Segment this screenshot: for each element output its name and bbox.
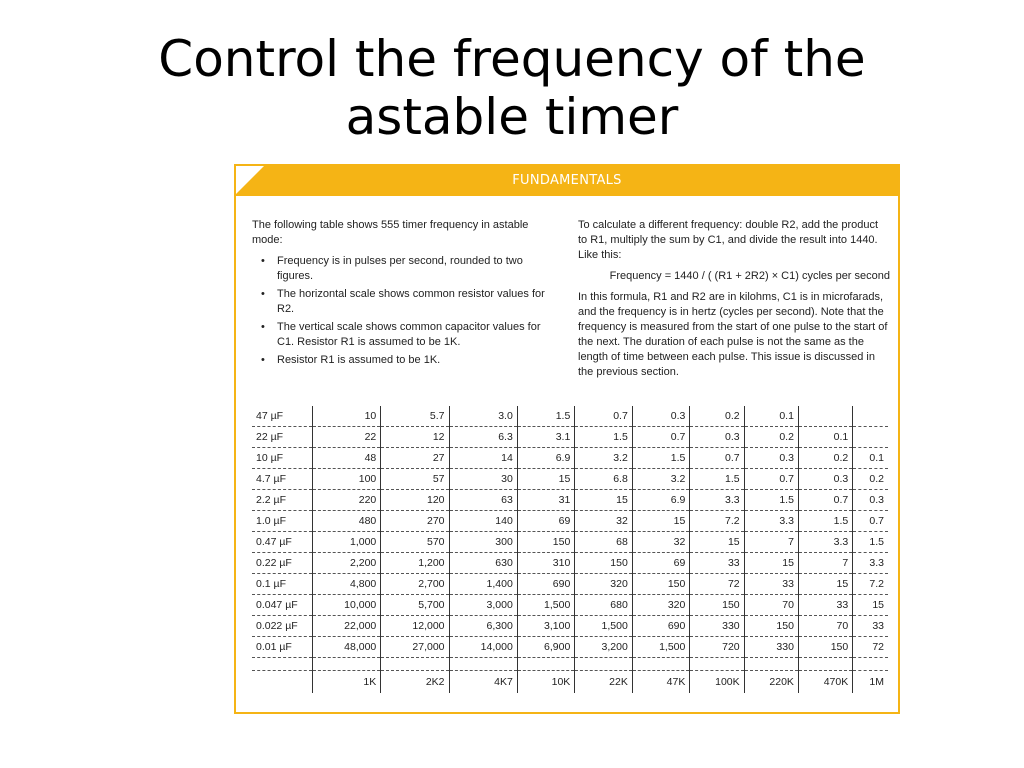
frequency-cell: 1,500 bbox=[517, 595, 575, 616]
frequency-cell: 30 bbox=[449, 469, 517, 490]
frequency-cell: 14,000 bbox=[449, 637, 517, 658]
frequency-cell: 0.1 bbox=[853, 448, 888, 469]
frequency-cell: 310 bbox=[517, 553, 575, 574]
frequency-cell: 3.3 bbox=[690, 490, 744, 511]
frequency-cell: 0.3 bbox=[690, 427, 744, 448]
frequency-cell: 4,800 bbox=[313, 574, 381, 595]
frequency-cell: 1.5 bbox=[632, 448, 690, 469]
calc-instructions: To calculate a different frequency: double R2, add the product to R1, multiply the sum by C1, and divide the result into 1440. Like this: bbox=[578, 219, 879, 261]
frequency-cell: 3,200 bbox=[575, 637, 633, 658]
frequency-cell: 70 bbox=[744, 595, 798, 616]
frequency-cell: 0.7 bbox=[744, 469, 798, 490]
table-row bbox=[252, 469, 888, 490]
resistor-header-row bbox=[252, 671, 888, 694]
capacitor-label: 0.22 µF bbox=[252, 553, 313, 574]
frequency-cell bbox=[853, 406, 888, 427]
frequency-cell bbox=[798, 406, 852, 427]
frequency-cell: 5,700 bbox=[381, 595, 449, 616]
bullet-item: • Resistor R1 is assumed to be 1K. bbox=[252, 353, 552, 368]
frequency-cell: 7.2 bbox=[690, 511, 744, 532]
capacitor-label: 47 µF bbox=[252, 406, 313, 427]
capacitor-label: 0.01 µF bbox=[252, 637, 313, 658]
frequency-cell: 1.5 bbox=[690, 469, 744, 490]
bullet-item: • The vertical scale shows common capacitor values for C1. Resistor R1 is assumed to be 1K. bbox=[252, 320, 552, 350]
frequency-cell: 0.1 bbox=[744, 406, 798, 427]
frequency-cell: 1,500 bbox=[575, 616, 633, 637]
frequency-cell: 330 bbox=[744, 637, 798, 658]
frequency-cell: 1.5 bbox=[744, 490, 798, 511]
frequency-formula: Frequency = 1440 / ( (R1 + 2R2) × C1) cycles per second bbox=[609, 270, 890, 282]
slide-title bbox=[0, 30, 1024, 146]
fundamentals-panel bbox=[234, 164, 900, 714]
spacer-cell bbox=[381, 658, 449, 671]
right-column bbox=[578, 218, 890, 380]
capacitor-label: 22 µF bbox=[252, 427, 313, 448]
frequency-cell: 15 bbox=[517, 469, 575, 490]
frequency-cell: 150 bbox=[690, 595, 744, 616]
frequency-cell: 3.0 bbox=[449, 406, 517, 427]
frequency-cell: 0.7 bbox=[853, 511, 888, 532]
slide-title-line1: Control the frequency of the bbox=[158, 30, 866, 88]
frequency-cell: 320 bbox=[575, 574, 633, 595]
frequency-cell: 6.3 bbox=[449, 427, 517, 448]
left-column bbox=[252, 218, 552, 371]
frequency-cell: 7 bbox=[744, 532, 798, 553]
frequency-cell: 32 bbox=[632, 532, 690, 553]
frequency-cell: 10 bbox=[313, 406, 381, 427]
panel-label: FUNDAMENTALS bbox=[512, 173, 622, 188]
frequency-cell: 0.3 bbox=[798, 469, 852, 490]
resistor-label: 1K bbox=[313, 671, 381, 694]
spacer-cell bbox=[575, 658, 633, 671]
frequency-cell: 48 bbox=[313, 448, 381, 469]
frequency-cell: 3.3 bbox=[744, 511, 798, 532]
capacitor-label: 0.1 µF bbox=[252, 574, 313, 595]
resistor-label: 220K bbox=[744, 671, 798, 694]
capacitor-label: 10 µF bbox=[252, 448, 313, 469]
frequency-cell: 3.3 bbox=[853, 553, 888, 574]
frequency-cell: 6.9 bbox=[632, 490, 690, 511]
frequency-cell: 6.8 bbox=[575, 469, 633, 490]
frequency-cell: 570 bbox=[381, 532, 449, 553]
frequency-cell: 1.5 bbox=[575, 427, 633, 448]
frequency-cell: 0.7 bbox=[690, 448, 744, 469]
frequency-cell: 1.5 bbox=[798, 511, 852, 532]
spacer-cell bbox=[744, 658, 798, 671]
spacer-cell bbox=[252, 658, 313, 671]
frequency-cell: 15 bbox=[798, 574, 852, 595]
frequency-cell: 1,200 bbox=[381, 553, 449, 574]
frequency-cell: 3.2 bbox=[575, 448, 633, 469]
frequency-cell: 0.3 bbox=[632, 406, 690, 427]
frequency-cell: 15 bbox=[744, 553, 798, 574]
frequency-cell: 32 bbox=[575, 511, 633, 532]
frequency-cell: 3.3 bbox=[798, 532, 852, 553]
frequency-cell: 3.2 bbox=[632, 469, 690, 490]
frequency-cell: 68 bbox=[575, 532, 633, 553]
bullet-item: • The horizontal scale shows common resistor values for R2. bbox=[252, 287, 552, 317]
frequency-cell: 1,000 bbox=[313, 532, 381, 553]
frequency-cell: 150 bbox=[798, 637, 852, 658]
table-row bbox=[252, 448, 888, 469]
frequency-cell: 1.5 bbox=[517, 406, 575, 427]
frequency-cell: 150 bbox=[632, 574, 690, 595]
frequency-cell: 15 bbox=[575, 490, 633, 511]
spacer-cell bbox=[690, 658, 744, 671]
frequency-cell: 48,000 bbox=[313, 637, 381, 658]
frequency-cell: 0.3 bbox=[853, 490, 888, 511]
frequency-cell: 2,200 bbox=[313, 553, 381, 574]
frequency-cell: 6.9 bbox=[517, 448, 575, 469]
table-row bbox=[252, 427, 888, 448]
table-row bbox=[252, 532, 888, 553]
resistor-label: 100K bbox=[690, 671, 744, 694]
frequency-cell: 320 bbox=[632, 595, 690, 616]
resistor-label: 10K bbox=[517, 671, 575, 694]
frequency-cell: 2,700 bbox=[381, 574, 449, 595]
frequency-cell: 22 bbox=[313, 427, 381, 448]
frequency-cell: 330 bbox=[690, 616, 744, 637]
table-row bbox=[252, 511, 888, 532]
frequency-cell: 27,000 bbox=[381, 637, 449, 658]
frequency-cell: 3,000 bbox=[449, 595, 517, 616]
frequency-cell: 1,500 bbox=[632, 637, 690, 658]
table-row bbox=[252, 616, 888, 637]
resistor-label: 470K bbox=[798, 671, 852, 694]
table-spacer-row bbox=[252, 658, 888, 671]
frequency-cell bbox=[853, 427, 888, 448]
frequency-cell: 63 bbox=[449, 490, 517, 511]
capacitor-label: 2.2 µF bbox=[252, 490, 313, 511]
frequency-cell: 3,100 bbox=[517, 616, 575, 637]
bullet-item: • Frequency is in pulses per second, rounded to two figures. bbox=[252, 254, 552, 284]
frequency-cell: 3.1 bbox=[517, 427, 575, 448]
frequency-cell: 680 bbox=[575, 595, 633, 616]
table-row bbox=[252, 595, 888, 616]
frequency-cell: 0.7 bbox=[575, 406, 633, 427]
frequency-cell: 12,000 bbox=[381, 616, 449, 637]
table-row bbox=[252, 490, 888, 511]
frequency-cell: 100 bbox=[313, 469, 381, 490]
capacitor-label: 0.022 µF bbox=[252, 616, 313, 637]
frequency-cell: 7 bbox=[798, 553, 852, 574]
frequency-cell: 72 bbox=[690, 574, 744, 595]
frequency-cell: 6,900 bbox=[517, 637, 575, 658]
frequency-cell: 0.2 bbox=[798, 448, 852, 469]
frequency-cell: 7.2 bbox=[853, 574, 888, 595]
frequency-cell: 630 bbox=[449, 553, 517, 574]
frequency-cell: 31 bbox=[517, 490, 575, 511]
capacitor-label: 4.7 µF bbox=[252, 469, 313, 490]
frequency-cell: 120 bbox=[381, 490, 449, 511]
frequency-cell: 69 bbox=[517, 511, 575, 532]
frequency-cell: 57 bbox=[381, 469, 449, 490]
frequency-cell: 15 bbox=[690, 532, 744, 553]
frequency-cell: 0.3 bbox=[744, 448, 798, 469]
capacitor-label: 0.47 µF bbox=[252, 532, 313, 553]
frequency-cell: 0.2 bbox=[744, 427, 798, 448]
spacer-cell bbox=[313, 658, 381, 671]
frequency-cell: 27 bbox=[381, 448, 449, 469]
resistor-label: 22K bbox=[575, 671, 633, 694]
frequency-cell: 220 bbox=[313, 490, 381, 511]
frequency-cell: 150 bbox=[517, 532, 575, 553]
frequency-cell: 5.7 bbox=[381, 406, 449, 427]
bullet-list bbox=[252, 254, 552, 368]
table-row bbox=[252, 637, 888, 658]
spacer-cell bbox=[853, 658, 888, 671]
frequency-cell: 690 bbox=[517, 574, 575, 595]
frequency-cell: 10,000 bbox=[313, 595, 381, 616]
spacer-cell bbox=[449, 658, 517, 671]
table-row bbox=[252, 406, 888, 427]
resistor-label: 2K2 bbox=[381, 671, 449, 694]
spacer-cell bbox=[798, 658, 852, 671]
frequency-cell: 72 bbox=[853, 637, 888, 658]
spacer-cell bbox=[632, 658, 690, 671]
frequency-cell: 14 bbox=[449, 448, 517, 469]
resistor-label: 47K bbox=[632, 671, 690, 694]
frequency-table bbox=[252, 406, 888, 693]
frequency-cell: 480 bbox=[313, 511, 381, 532]
frequency-cell: 0.2 bbox=[690, 406, 744, 427]
frequency-cell: 0.2 bbox=[853, 469, 888, 490]
frequency-cell: 300 bbox=[449, 532, 517, 553]
frequency-cell: 69 bbox=[632, 553, 690, 574]
capacitor-label: 0.047 µF bbox=[252, 595, 313, 616]
frequency-cell: 150 bbox=[744, 616, 798, 637]
spacer-cell bbox=[517, 658, 575, 671]
frequency-cell: 0.7 bbox=[798, 490, 852, 511]
frequency-cell: 150 bbox=[575, 553, 633, 574]
frequency-cell: 22,000 bbox=[313, 616, 381, 637]
frequency-cell: 140 bbox=[449, 511, 517, 532]
frequency-cell: 0.7 bbox=[632, 427, 690, 448]
frequency-cell: 33 bbox=[744, 574, 798, 595]
resistor-label: 1M bbox=[853, 671, 888, 694]
frequency-cell: 270 bbox=[381, 511, 449, 532]
frequency-cell: 15 bbox=[632, 511, 690, 532]
table-row bbox=[252, 574, 888, 595]
frequency-cell: 1.5 bbox=[853, 532, 888, 553]
slide-title-line2: astable timer bbox=[345, 88, 679, 146]
frequency-cell: 690 bbox=[632, 616, 690, 637]
frequency-cell: 33 bbox=[853, 616, 888, 637]
capacitor-label: 1.0 µF bbox=[252, 511, 313, 532]
frequency-cell: 0.1 bbox=[798, 427, 852, 448]
frequency-cell: 15 bbox=[853, 595, 888, 616]
formula-explanation: In this formula, R1 and R2 are in kilohms, C1 is in microfarads, and the frequency is in hertz (cycles per second). Note that the frequency is measured from the start of one pulse to the start of the next. The duration of each pulse is not the same as the length of time between each pulse. This issue is discussed in the previous section. bbox=[578, 291, 888, 378]
frequency-cell: 1,400 bbox=[449, 574, 517, 595]
frequency-cell: 33 bbox=[690, 553, 744, 574]
table-row bbox=[252, 553, 888, 574]
frequency-cell: 70 bbox=[798, 616, 852, 637]
intro-text: The following table shows 555 timer frequency in astable mode: bbox=[252, 219, 529, 246]
frequency-cell: 6,300 bbox=[449, 616, 517, 637]
frequency-cell: 33 bbox=[798, 595, 852, 616]
corner-cell bbox=[252, 671, 313, 694]
frequency-cell: 720 bbox=[690, 637, 744, 658]
panel-header bbox=[236, 166, 898, 196]
resistor-label: 4K7 bbox=[449, 671, 517, 694]
frequency-cell: 12 bbox=[381, 427, 449, 448]
